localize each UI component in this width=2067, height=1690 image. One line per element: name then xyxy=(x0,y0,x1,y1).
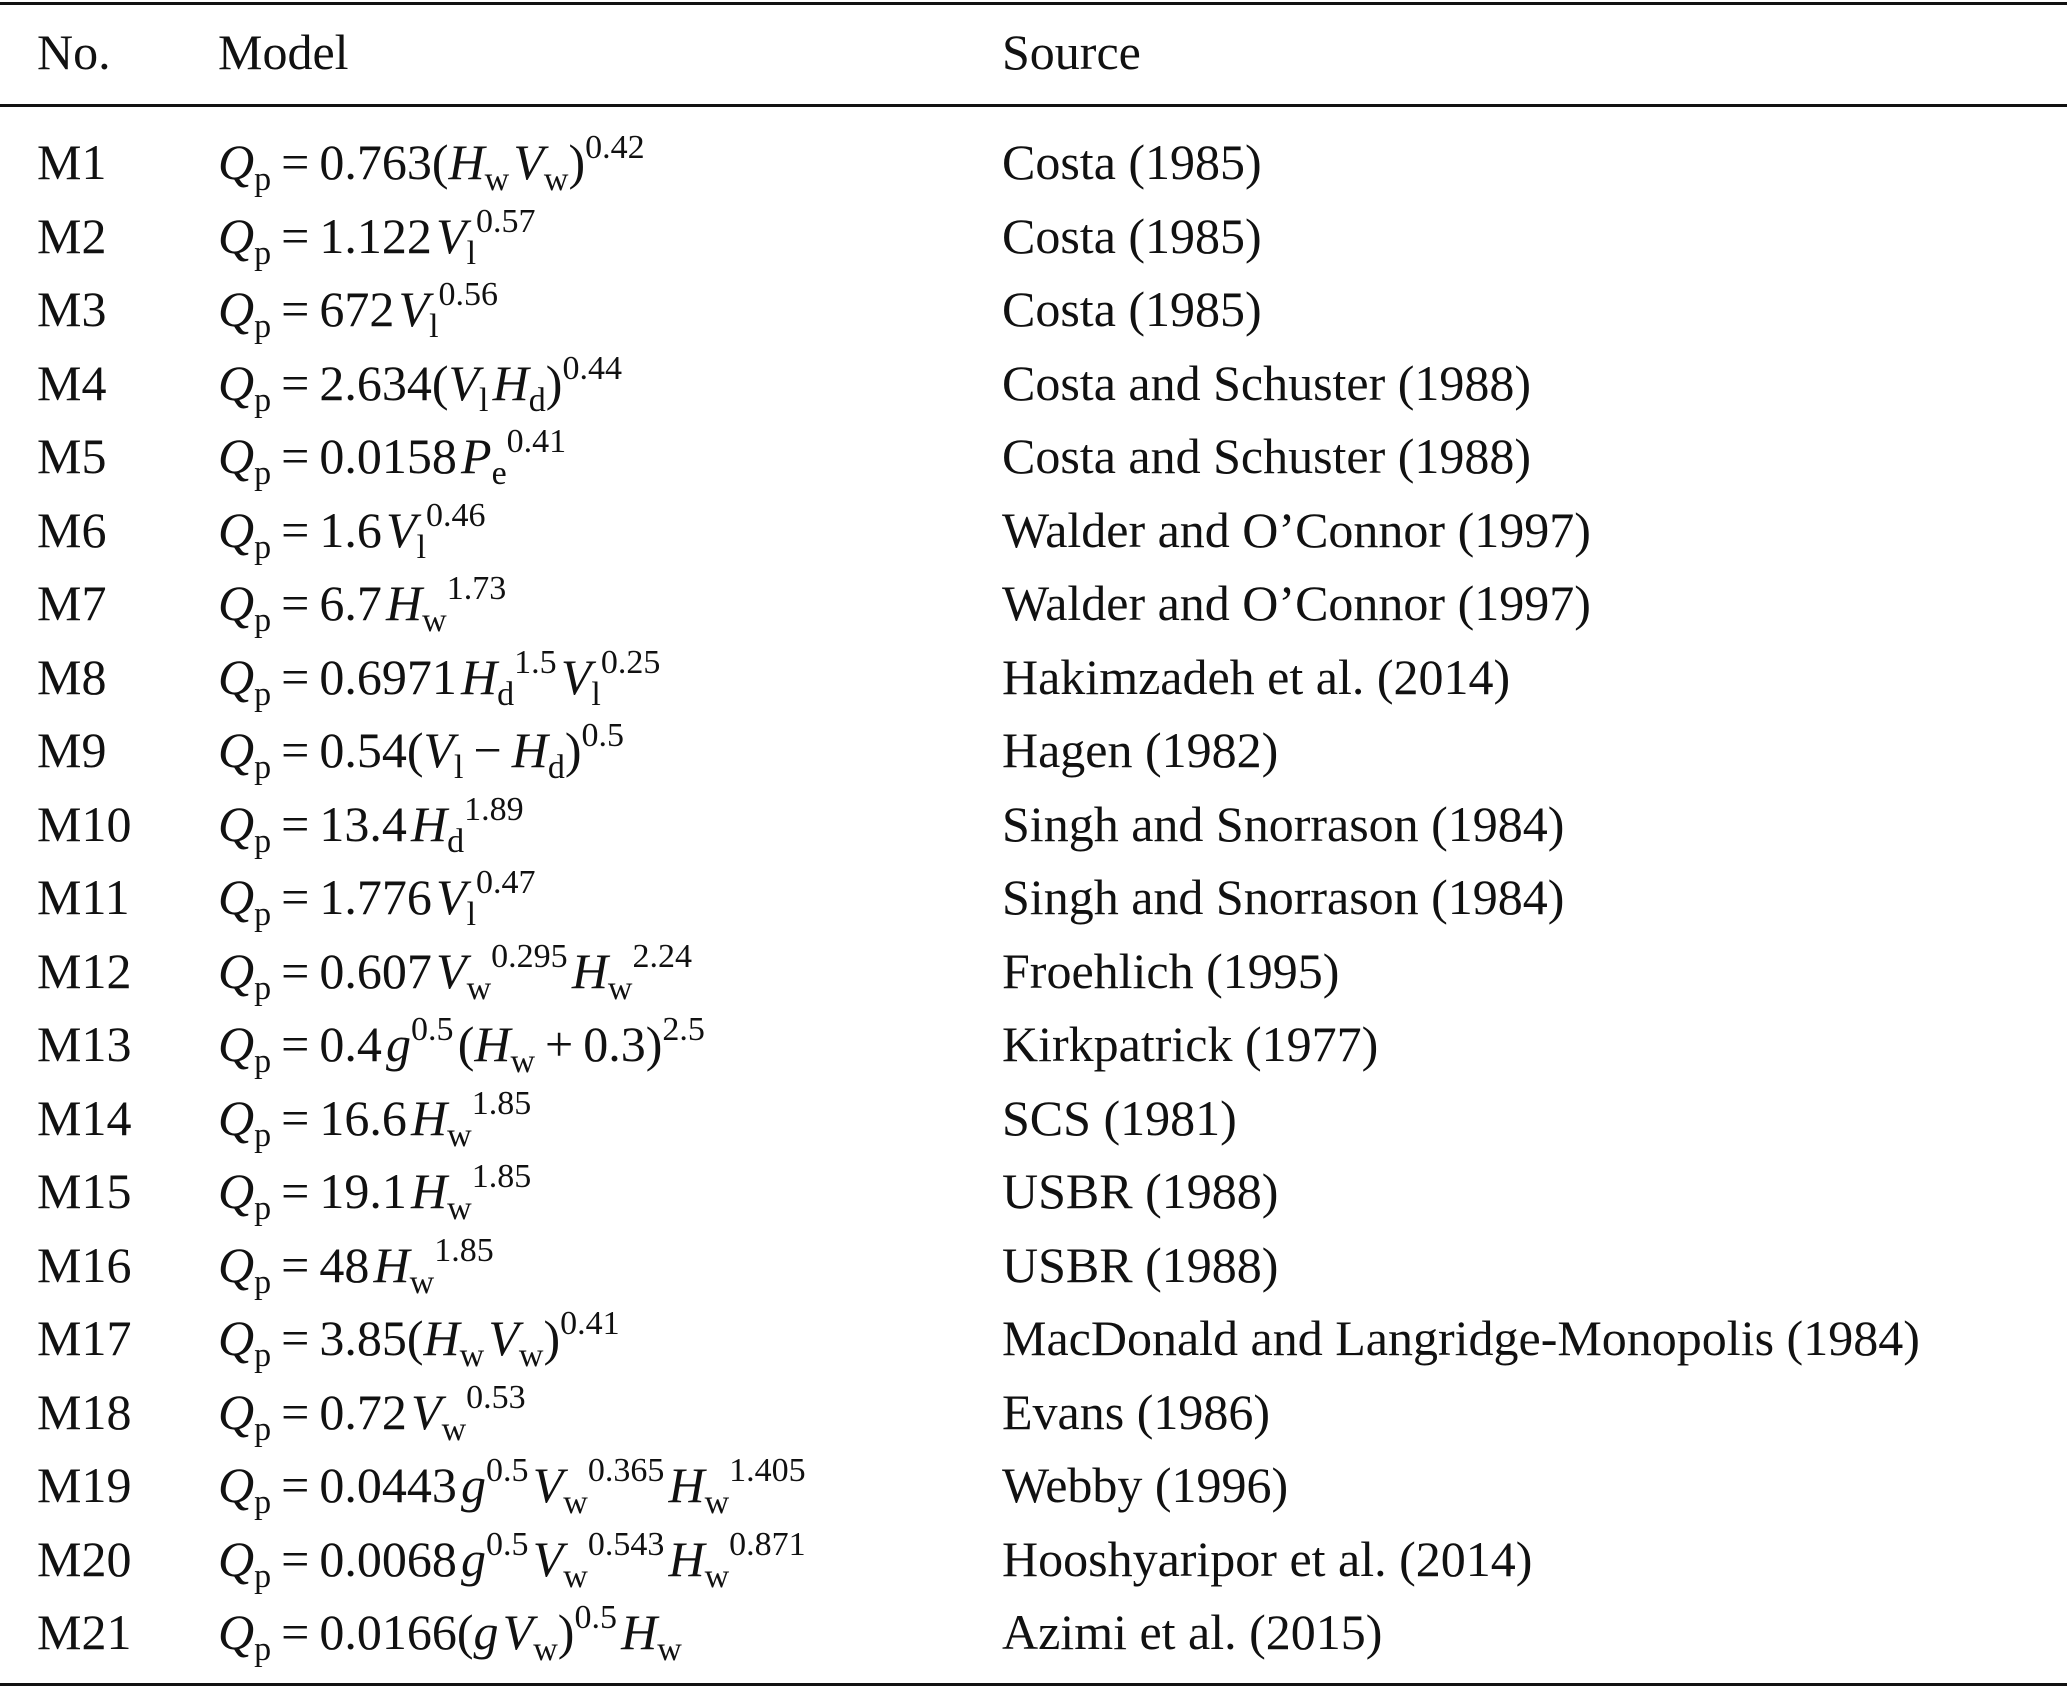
row-source: Hooshyaripor et al. (2014) xyxy=(1002,1530,1533,1587)
row-model-formula: $Q_p = 672$ $V_l^{0.56}$ xyxy=(218,275,499,345)
table-row xyxy=(0,420,2067,494)
row-number: M11 xyxy=(37,869,130,925)
row-model-formula: $Q_p = 0.763(H_w$ $V_w)^{0.42}$ xyxy=(218,128,645,198)
table-row xyxy=(0,714,2067,788)
table-row xyxy=(0,1302,2067,1376)
row-model-formula: $Q_p = 13.4$ $H_d^{1.89}$ xyxy=(218,790,524,860)
row-number: M13 xyxy=(37,1016,132,1072)
row-number: M4 xyxy=(37,354,107,411)
row-source: Singh and Snorrason (1984) xyxy=(1002,869,1565,925)
row-model-formula: $Q_p = 0.0068$ $g^{0.5}$ $V_w^{0.543}$ $H_w^{0.871}$ xyxy=(218,1525,806,1595)
table-row xyxy=(0,1229,2067,1303)
row-number: M2 xyxy=(37,207,107,264)
row-number: M16 xyxy=(37,1236,132,1293)
row-number: M1 xyxy=(37,134,107,190)
row-source: Walder and O’Connor (1997) xyxy=(1002,501,1591,558)
row-source: Costa (1985) xyxy=(1002,134,1262,190)
row-number: M9 xyxy=(37,722,107,778)
row-source: Costa (1985) xyxy=(1002,281,1262,337)
row-model-formula: $Q_p = 0.54(V_l - H_d)^{0.5}$ xyxy=(218,716,624,786)
row-model-formula: $Q_p = 1.776$ $V_l^{0.47}$ xyxy=(218,863,536,933)
row-model-formula: $Q_p = 48$ $H_w^{1.85}$ xyxy=(218,1231,494,1301)
row-model-formula: $Q_p = 0.0166(g$ $V_w)^{0.5}$ $H_w$ xyxy=(218,1598,682,1668)
row-model-formula: $Q_p = 0.0158$ $P_e^{0.41}$ xyxy=(218,422,567,492)
row-model-formula: $Q_p = 1.122$ $V_l^{0.57}$ xyxy=(218,202,536,272)
row-model-formula: $Q_p = 0.607$ $V_w^{0.295}$ $H_w^{2.24}$ xyxy=(218,937,692,1007)
row-number: M5 xyxy=(37,428,107,484)
row-number: M10 xyxy=(37,795,132,852)
row-model-formula: $Q_p = 19.1$ $H_w^{1.85}$ xyxy=(218,1157,532,1227)
table-row xyxy=(0,1523,2067,1597)
row-source: Hagen (1982) xyxy=(1002,722,1279,778)
row-source: Evans (1986) xyxy=(1002,1383,1270,1440)
row-source: Singh and Snorrason (1984) xyxy=(1002,795,1565,852)
row-number: M7 xyxy=(37,575,107,631)
row-model-formula: $Q_p = 3.85(H_w$ $V_w)^{0.41}$ xyxy=(218,1304,620,1374)
row-number: M21 xyxy=(37,1604,132,1660)
table-row xyxy=(0,1082,2067,1156)
table-row xyxy=(0,1376,2067,1450)
row-source: Walder and O’Connor (1997) xyxy=(1002,575,1591,631)
row-source: Costa and Schuster (1988) xyxy=(1002,354,1532,411)
header-no: No. xyxy=(37,24,111,80)
table-row xyxy=(0,494,2067,568)
row-number: M14 xyxy=(37,1089,132,1146)
table-row xyxy=(0,935,2067,1009)
row-source: Froehlich (1995) xyxy=(1002,942,1340,999)
row-number: M8 xyxy=(37,648,107,705)
row-model-formula: $Q_p = 1.6$ $V_l^{0.46}$ xyxy=(218,496,486,566)
row-number: M6 xyxy=(37,501,107,558)
header-model: Model xyxy=(218,24,349,80)
row-model-formula: $Q_p = 0.6971$ $H_d^{1.5}$ $V_l^{0.25}$ xyxy=(218,643,661,713)
table-row xyxy=(0,273,2067,347)
table-top-rule xyxy=(0,2,2067,5)
table-header-rule xyxy=(0,104,2067,107)
table-row xyxy=(0,200,2067,274)
table-bottom-rule xyxy=(0,1683,2067,1686)
row-source: Hakimzadeh et al. (2014) xyxy=(1002,648,1511,705)
table-row xyxy=(0,1596,2067,1670)
row-number: M12 xyxy=(37,942,132,999)
table-row xyxy=(0,567,2067,641)
table-row xyxy=(0,641,2067,715)
row-source: MacDonald and Langridge-Monopolis (1984) xyxy=(1002,1310,1920,1366)
header-source: Source xyxy=(1002,24,1141,80)
table-row xyxy=(0,1449,2067,1523)
row-source: Azimi et al. (2015) xyxy=(1002,1604,1383,1660)
row-number: M15 xyxy=(37,1163,132,1219)
row-model-formula: $Q_p = 2.634(V_l$ $H_d)^{0.44}$ xyxy=(218,349,622,419)
table-row xyxy=(0,861,2067,935)
row-model-formula: $Q_p = 6.7$ $H_w^{1.73}$ xyxy=(218,569,507,639)
table-row xyxy=(0,788,2067,862)
table-row xyxy=(0,1008,2067,1082)
row-number: M20 xyxy=(37,1530,132,1587)
table-row xyxy=(0,126,2067,200)
row-source: Kirkpatrick (1977) xyxy=(1002,1016,1379,1072)
table-body xyxy=(0,126,2067,1670)
table-row xyxy=(0,347,2067,421)
table-row xyxy=(0,1155,2067,1229)
row-source: SCS (1981) xyxy=(1002,1089,1237,1146)
row-source: Webby (1996) xyxy=(1002,1457,1289,1513)
row-number: M18 xyxy=(37,1383,132,1440)
row-source: Costa (1985) xyxy=(1002,207,1262,264)
row-source: Costa and Schuster (1988) xyxy=(1002,428,1532,484)
row-number: M3 xyxy=(37,281,107,337)
row-model-formula: $Q_p = 0.4$ $g^{0.5}$ $(H_w + 0.3)^{2.5}$ xyxy=(218,1010,705,1080)
row-source: USBR (1988) xyxy=(1002,1236,1279,1293)
row-number: M17 xyxy=(37,1310,132,1366)
row-number: M19 xyxy=(37,1457,132,1513)
row-source: USBR (1988) xyxy=(1002,1163,1279,1219)
table-header-row xyxy=(0,22,2067,82)
row-model-formula: $Q_p = 0.0443$ $g^{0.5}$ $V_w^{0.365}$ $H_w^{1.405}$ xyxy=(218,1451,806,1521)
row-model-formula: $Q_p = 0.72$ $V_w^{0.53}$ xyxy=(218,1378,526,1448)
row-model-formula: $Q_p = 16.6$ $H_w^{1.85}$ xyxy=(218,1084,532,1154)
